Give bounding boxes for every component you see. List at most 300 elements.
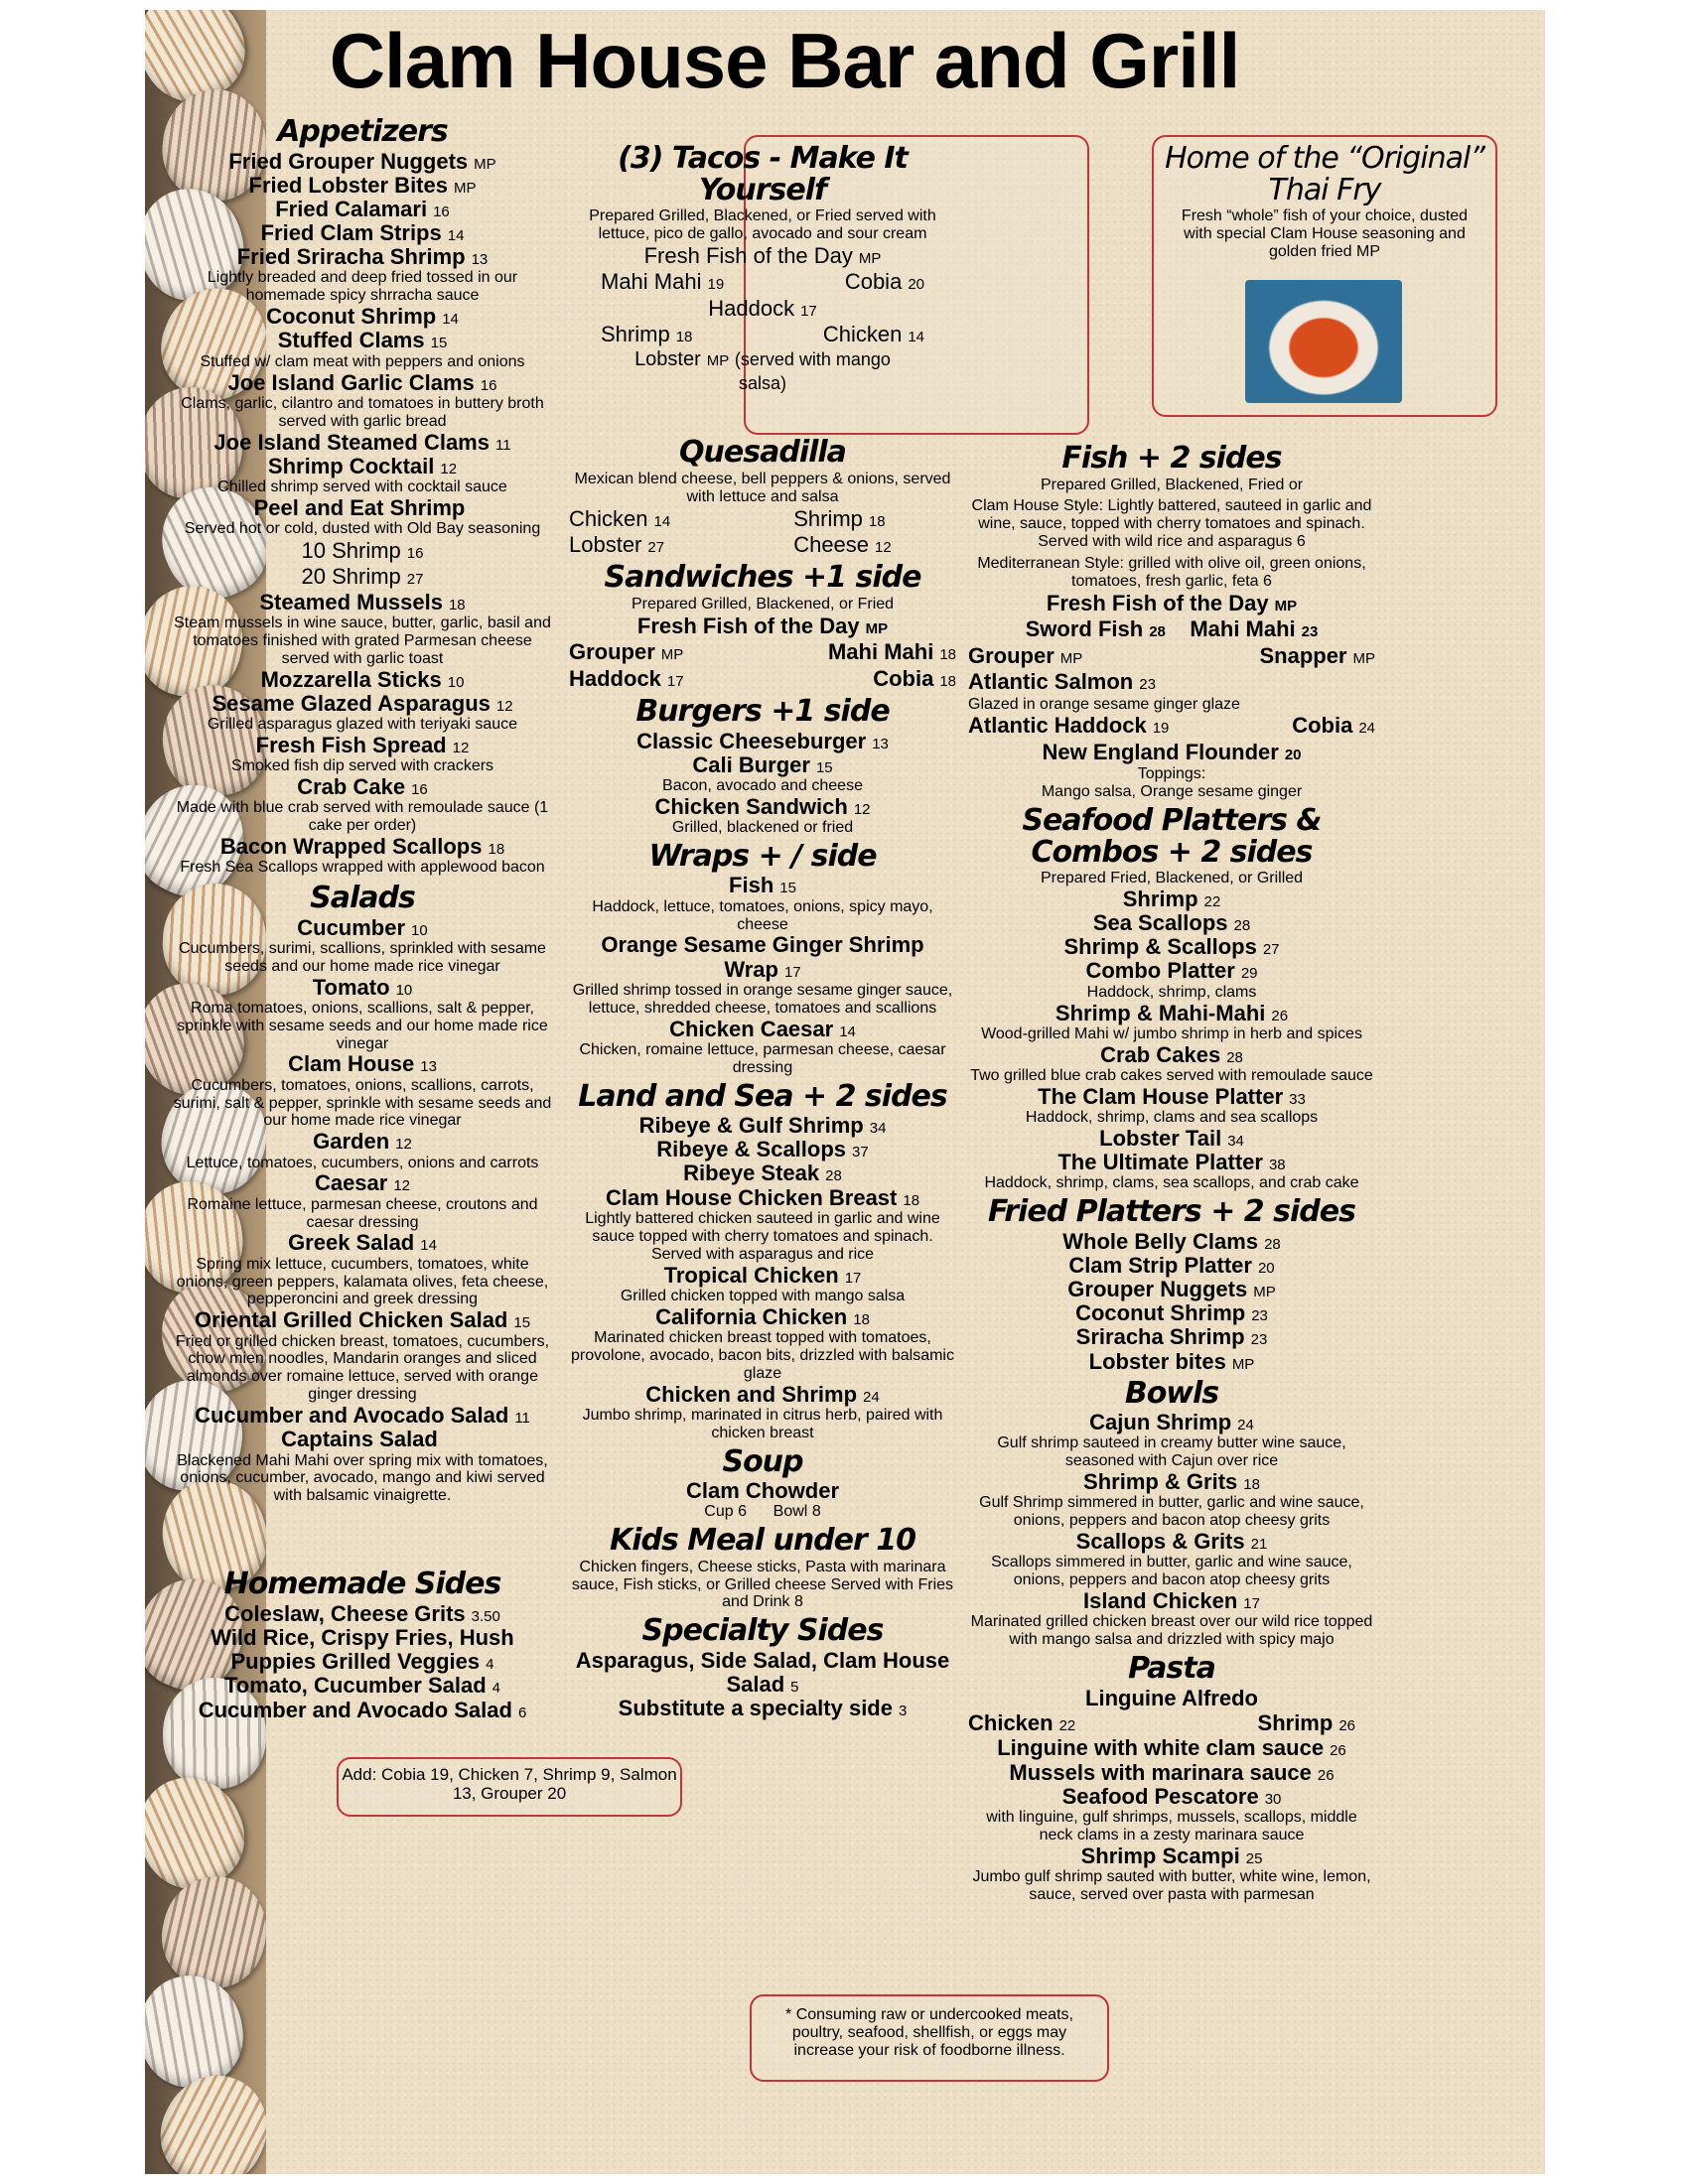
menu-item-description: with linguine, gulf shrimps, mussels, scallops, middle neck clams in a zesty marinara sauce: [986, 1808, 1357, 1843]
menu-item-name: Classic Cheeseburger: [636, 728, 867, 753]
tacos-haddock: Haddock 17: [708, 295, 817, 321]
menu-item-line: [968, 1325, 1375, 1349]
menu-item-name: Clam House Chicken Breast: [605, 1184, 898, 1210]
pasta-alfredo-options: Chicken 22 Shrimp 26: [968, 1709, 1355, 1735]
seashell-image: [152, 1866, 266, 1998]
homemade-sides-list: [169, 1602, 556, 1722]
quesadilla-row-1: Chicken 14 Shrimp 18: [569, 505, 886, 531]
menu-item-price: 23: [1251, 1307, 1268, 1325]
menu-item-description: Made with blue crab served with remoulade sauce (1 cake per order): [176, 799, 549, 835]
menu-item: [169, 668, 556, 692]
fish-haddock-cobia: Atlantic Haddock 19 Cobia 24: [968, 713, 1375, 739]
menu-item-description: Roma tomatoes, onions, scallions, salt & pepper, sprinkle with sesame seeds and our home made rice vinegar: [177, 999, 548, 1052]
menu-item-description: Served hot or cold, dusted with Old Bay seasoning: [184, 520, 541, 537]
menu-item: [968, 1411, 1375, 1470]
menu-item-name: Fish: [729, 873, 774, 898]
menu-item: [569, 1383, 956, 1442]
menu-item-line: [169, 305, 556, 329]
sandwiches-fresh-fish: Fresh Fish of the Day MP: [636, 613, 889, 638]
menu-item-price: 15: [430, 335, 448, 352]
fish-description: Prepared Grilled, Blackened, Fried or: [1040, 476, 1304, 493]
menu-item-description: Spring mix lettuce, cucumbers, tomatoes, white onions, green peppers, kalamata olives, feta cheese, pepperoncini and greek dressing: [176, 1255, 549, 1308]
menu-item-price: 33: [1289, 1090, 1306, 1108]
menu-item-price: 24: [1237, 1417, 1254, 1434]
peel-options: [169, 538, 556, 591]
menu-item-name: Linguine with white clam sauce: [997, 1735, 1325, 1761]
menu-item-description: Romaine lettuce, parmesan cheese, croutons and caesar dressing: [187, 1195, 538, 1231]
middle-column: [569, 139, 956, 1720]
menu-item: [569, 1649, 956, 1697]
menu-item: [569, 1018, 956, 1077]
menu-item: [569, 1264, 956, 1305]
menu-item-description: Stuffed w/ clam meat with peppers and onions: [200, 352, 525, 370]
menu-item-name: Lobster Tail: [1099, 1125, 1222, 1151]
menu-item-description: Grilled shrimp tossed in orange sesame ginger sauce, lettuce, shredded cheese, tomatoes and scallions: [572, 981, 953, 1017]
menu-item: [569, 753, 956, 795]
menu-item-name: Crab Cake: [297, 773, 406, 799]
menu-item-price: 15: [815, 758, 833, 776]
menu-item-name: Coleslaw, Cheese Grits: [224, 1600, 466, 1626]
peel-option-label: 10 Shrimp: [301, 537, 401, 563]
menu-item-price: 28: [1233, 917, 1251, 935]
menu-item-name: The Ultimate Platter: [1057, 1150, 1263, 1175]
menu-item-price: 14: [420, 1237, 437, 1255]
menu-item-line: [569, 1649, 956, 1697]
menu-item-description: Grilled, blackened or fried: [671, 819, 854, 837]
menu-item: [968, 1325, 1375, 1349]
menu-item-price: 25: [1245, 1849, 1263, 1867]
menu-item-price: 4: [486, 1656, 494, 1674]
menu-item-line: [569, 795, 956, 819]
menu-item-description: Wood-grilled Mahi w/ jumbo shrimp in herb and spices: [981, 1024, 1362, 1042]
menu-item-price: 17: [783, 963, 801, 981]
menu-item-price: 12: [495, 697, 513, 715]
peel-option-price: 16: [406, 544, 424, 562]
menu-item-line: [169, 1602, 556, 1626]
menu-item-description: Gulf Shrimp simmered in butter, garlic and wine sauce, onions, peppers and bacon atop cheesy grits: [979, 1494, 1364, 1530]
menu-item-price: 29: [1240, 965, 1258, 983]
menu-item-price: 18: [448, 596, 466, 614]
fish-sword-mahi: Sword Fish 28 Mahi Mahi 23: [1025, 616, 1319, 642]
menu-item: [968, 1301, 1375, 1325]
menu-item-description: Haddock, lettuce, tomatoes, onions, spicy mayo, cheese: [592, 897, 933, 933]
menu-item-name: California Chicken: [655, 1303, 848, 1329]
menu-item: [968, 1278, 1375, 1301]
fish-toppings-label: Toppings:: [1137, 765, 1206, 783]
fish-flounder: New England Flounder 20: [1042, 739, 1302, 764]
menu-item-price: 3: [898, 1703, 908, 1720]
menu-item-line: [169, 1404, 556, 1428]
menu-item-line: [169, 1231, 556, 1255]
menu-item-name: Scallops & Grits: [1075, 1529, 1245, 1555]
soup-sizes: Cup 6 Bowl 8: [704, 1503, 821, 1521]
menu-item-description: Marinated chicken breast topped with tomatoes, provolone, avocado, bacon bits, drizzled with balsamic glaze: [571, 1328, 954, 1382]
menu-item-name: Tropical Chicken: [663, 1262, 839, 1288]
menu-item: [569, 874, 956, 933]
menu-item: [968, 1785, 1375, 1844]
menu-item-description: Clams, garlic, cilantro and tomatoes in buttery broth served with garlic bread: [181, 394, 544, 430]
section-heading-burgers: Burgers +1 side: [635, 694, 890, 730]
specialty-sides-list: [569, 1649, 956, 1721]
menu-item: [169, 245, 556, 305]
menu-item-price: 38: [1268, 1157, 1286, 1174]
menu-item: [968, 1085, 1375, 1127]
menu-item-price: 12: [452, 739, 470, 756]
menu-item: [169, 1602, 556, 1626]
section-heading-soup: Soup: [722, 1443, 803, 1479]
menu-item-price: 20: [1257, 1259, 1275, 1277]
menu-item-line: [169, 976, 556, 1000]
menu-item-price: 18: [903, 1191, 920, 1209]
menu-item-name: Fried Clam Strips: [260, 220, 442, 246]
menu-item-description: Chilled shrimp served with cocktail sauce: [217, 478, 507, 495]
menu-item-description: Scallops simmered in butter, garlic and wine sauce, onions, peppers and bacon atop cheesy grits: [991, 1554, 1352, 1589]
sandwiches-description: Prepared Grilled, Blackened, or Fried: [631, 595, 895, 613]
menu-item-line: [169, 455, 556, 478]
menu-item-name: Clam Strip Platter: [1068, 1252, 1252, 1278]
menu-item-name: Crab Cakes: [1100, 1041, 1221, 1067]
left-column: [169, 112, 556, 1722]
menu-item-line: [169, 734, 556, 757]
menu-item-name: Mussels with marinara sauce: [1009, 1759, 1312, 1785]
menu-item-description: Cucumbers, tomatoes, onions, scallions, carrots, surimi, salt & pepper, sprinkle with sesame seeds and our home made rice vinegar: [173, 1076, 552, 1130]
menu-item-line: [968, 1002, 1375, 1025]
menu-item-line: [968, 911, 1375, 935]
sandwiches-row-2: Haddock 17 Cobia 18: [569, 665, 956, 691]
menu-item: [169, 221, 556, 245]
peel-option-price: 27: [406, 571, 424, 589]
menu-item: [968, 1589, 1375, 1649]
menu-item-name: Combo Platter: [1085, 958, 1235, 984]
menu-item-name: Wild Rice, Crispy Fries, Hush Puppies Grilled Veggies: [211, 1624, 514, 1675]
soup-item: Clam Chowder: [685, 1478, 840, 1504]
menu-item-price: 14: [839, 1023, 856, 1040]
menu-item-price: 28: [1226, 1048, 1243, 1066]
menu-item: [169, 835, 556, 877]
menu-item: [169, 455, 556, 496]
menu-item-line: [569, 1161, 956, 1185]
menu-item-name: Fried Grouper Nuggets: [228, 148, 469, 174]
menu-item-price: 3.50: [471, 1607, 500, 1625]
wraps-list: [569, 874, 956, 1076]
menu-item-price: MP: [1231, 1355, 1255, 1373]
menu-item-description: Chicken, romaine lettuce, parmesan cheese, caesar dressing: [579, 1040, 946, 1076]
menu-item-line: [968, 1085, 1375, 1109]
menu-item-line: [569, 1383, 956, 1407]
menu-item-price: 18: [488, 840, 505, 858]
menu-item-price: 4: [492, 1680, 500, 1698]
menu-item-name: Fried Sriracha Shrimp: [236, 244, 466, 270]
menu-item: [968, 1350, 1375, 1374]
menu-item-line: [968, 1844, 1375, 1868]
menu-item-line: [569, 933, 956, 981]
menu-item-description: Fried or grilled chicken breast, tomatoes, cucumbers, chow mien noodles, Mandarin oranges and sliced almonds over romaine lettuce, served with orange ginger dressing: [175, 1332, 550, 1404]
section-heading-tacos: (3) Tacos - Make It Yourself: [618, 141, 908, 207]
tacos-row-mahi-cobia: Mahi Mahi 19 Cobia 20: [601, 269, 924, 295]
menu-item: [968, 1530, 1375, 1589]
menu-item-name: Shrimp & Scallops: [1063, 934, 1257, 960]
menu-item: [169, 591, 556, 668]
menu-item-line: [169, 431, 556, 455]
menu-item-line: [169, 916, 556, 940]
menu-item-price: 10: [395, 981, 413, 999]
menu-item: [169, 1171, 556, 1231]
menu-item-line: [968, 959, 1375, 983]
menu-item: [968, 1002, 1375, 1043]
menu-item-line: [968, 1230, 1375, 1254]
fried-platters-list: [968, 1230, 1375, 1374]
menu-item-name: Fried Calamari: [275, 196, 428, 221]
menu-item: [169, 1699, 556, 1722]
section-heading-land-sea: Land and Sea + 2 sides: [578, 1078, 947, 1114]
menu-item-name: Clam House: [288, 1051, 415, 1077]
menu-item-name: Ribeye & Gulf Shrimp: [638, 1113, 864, 1139]
menu-item-name: Greek Salad: [288, 1230, 415, 1256]
menu-item-name: Mozzarella Sticks: [260, 666, 442, 692]
menu-item-name: Bacon Wrapped Scallops: [219, 833, 483, 859]
menu-item-name: Shrimp: [1122, 886, 1198, 911]
menu-item: [169, 1674, 556, 1698]
menu-item: [968, 1844, 1375, 1904]
menu-item-name: Lobster bites: [1088, 1348, 1226, 1374]
menu-item-name: Cucumber: [297, 914, 406, 940]
menu-item-name: Seafood Pescatore: [1061, 1783, 1259, 1809]
salad-list: [169, 916, 556, 1506]
menu-item: [569, 795, 956, 837]
menu-item-name: Coconut Shrimp: [266, 304, 437, 330]
section-heading-quesadilla: Quesadilla: [679, 435, 846, 471]
menu-item-price: 28: [1264, 1235, 1281, 1253]
menu-item-description: Blackened Mahi Mahi over spring mix with tomatoes, onions, cucumber, avocado, mango and kiwi served with balsamic vinaigrette.: [177, 1451, 548, 1505]
right-column: [968, 439, 1375, 1904]
platters-description: Prepared Fried, Blackened, or Grilled: [1040, 870, 1304, 887]
menu-item-line: [968, 935, 1375, 959]
menu-item: [169, 976, 556, 1053]
menu-item-name: Ribeye Steak: [683, 1160, 820, 1186]
pasta-list: [968, 1736, 1375, 1903]
menu-item-name: Fried Lobster Bites: [248, 172, 448, 198]
menu-item: [169, 1052, 556, 1130]
menu-item-price: 11: [514, 1410, 530, 1428]
menu-item: [169, 1130, 556, 1171]
sandwiches-row-1: Grouper MP Mahi Mahi 18: [569, 639, 956, 665]
menu-item-price: 26: [1330, 1742, 1346, 1760]
menu-item-description: Smoked fish dip served with crackers: [230, 757, 494, 775]
burgers-list: [569, 730, 956, 837]
kids-description: Chicken fingers, Cheese sticks, Pasta with marinara sauce, Fish sticks, or Grilled cheese Served with Fries and Drink 8: [571, 1558, 954, 1611]
menu-item-name: Tomato, Cucumber Salad: [224, 1673, 487, 1699]
menu-item-price: 34: [869, 1120, 887, 1138]
menu-item-name: Coconut Shrimp: [1075, 1300, 1246, 1326]
menu-item-line: [569, 1018, 956, 1041]
menu-item-price: MP: [474, 155, 496, 173]
platters-list: [968, 887, 1375, 1192]
menu-item: [569, 1186, 956, 1264]
appetizer-list-continued: [169, 591, 556, 877]
menu-item-line: [169, 329, 556, 352]
section-heading-fish: Fish + 2 sides: [1061, 441, 1282, 476]
menu-item: [169, 1231, 556, 1308]
menu-item: [169, 775, 556, 835]
peel-option: [169, 564, 556, 590]
salad-add-on-box: [337, 1757, 682, 1817]
menu-item-description: Steam mussels in wine sauce, butter, garlic, basil and tomatoes finished with grated Parmesan cheese served with garlic toast: [174, 614, 551, 667]
menu-item-name: The Clam House Platter: [1038, 1083, 1284, 1109]
menu-item-name: Shrimp & Grits: [1083, 1469, 1238, 1495]
bowls-list: [968, 1411, 1375, 1649]
menu-item-name: Sea Scallops: [1092, 910, 1228, 936]
menu-item-line: [968, 1736, 1375, 1760]
fish-salmon: Atlantic Salmon 23: [968, 669, 1156, 695]
thai-fry-description: Fresh “whole” fish of your choice, dusted with special Clam House seasoning and golden fried MP: [1181, 207, 1469, 260]
appetizer-list: [169, 150, 556, 538]
menu-item-name: Grouper Nuggets: [1067, 1277, 1248, 1301]
menu-item-price: 5: [790, 1679, 799, 1697]
menu-item-line: [968, 1043, 1375, 1067]
menu-item-name: Shrimp Cocktail: [267, 453, 435, 478]
menu-item-name: Ribeye & Scallops: [656, 1137, 847, 1162]
menu-item: [968, 1043, 1375, 1085]
menu-item-price: 17: [844, 1269, 862, 1287]
menu-item: [169, 916, 556, 976]
menu-item-name: Cajun Shrimp: [1089, 1410, 1232, 1435]
menu-item-line: [169, 1308, 556, 1332]
menu-item: [569, 1697, 956, 1720]
menu-item-price: 21: [1250, 1536, 1268, 1554]
menu-item-description: Haddock, shrimp, clams: [1086, 983, 1257, 1001]
menu-item-line: [169, 496, 556, 520]
menu-item-name: Shrimp & Mahi-Mahi: [1055, 1000, 1266, 1025]
menu-item-line: [169, 150, 556, 174]
menu-item-price: 30: [1264, 1790, 1282, 1808]
menu-item-description: Jumbo shrimp, marinated in citrus herb, paired with chicken breast: [582, 1406, 943, 1441]
menu-item-price: 6: [517, 1704, 527, 1721]
menu-item-price: 22: [1203, 892, 1221, 910]
menu-item-price: 37: [852, 1144, 869, 1161]
menu-item-name: Orange Sesame Ginger Shrimp Wrap: [601, 932, 924, 982]
menu-item-line: [968, 1761, 1375, 1785]
menu-item-description: Lettuce, tomatoes, cucumbers, onions and carrots: [186, 1154, 539, 1171]
menu-item-line: [169, 835, 556, 859]
menu-item-description: Grilled asparagus glazed with teriyaki sauce: [207, 715, 518, 733]
section-heading-salads: Salads: [310, 881, 415, 916]
menu-item-line: [968, 1301, 1375, 1325]
menu-item-price: 18: [853, 1310, 870, 1328]
menu-item-line: [569, 730, 956, 753]
menu-item-line: [169, 1428, 556, 1451]
menu-item: [169, 431, 556, 455]
menu-item-name: Caesar: [314, 1170, 388, 1196]
menu-item-line: [968, 887, 1375, 911]
section-heading-bowls: Bowls: [1124, 1375, 1219, 1411]
section-heading-homemade-sides: Homemade Sides: [223, 1567, 501, 1602]
menu-item-description: Bacon, avocado and cheese: [662, 776, 863, 794]
menu-item-line: [169, 198, 556, 221]
menu-item-line: [169, 1674, 556, 1698]
menu-item: [968, 1254, 1375, 1278]
menu-item: [968, 1230, 1375, 1254]
menu-item-line: [169, 221, 556, 245]
menu-item-line: [968, 1127, 1375, 1151]
menu-item-price: 27: [1262, 941, 1280, 959]
menu-item: [968, 1127, 1375, 1151]
menu-item-line: [569, 1305, 956, 1329]
menu-item-price: 10: [447, 673, 465, 691]
menu-item-line: [169, 692, 556, 716]
menu-item-price: 24: [863, 1388, 880, 1406]
section-heading-appetizers: Appetizers: [277, 114, 448, 149]
menu-item-description: Haddock, shrimp, clams, sea scallops, and crab cake: [984, 1174, 1359, 1192]
menu-item-price: 15: [779, 880, 796, 897]
menu-item-line: [968, 1254, 1375, 1278]
menu-item: [169, 734, 556, 775]
menu-item-line: [169, 775, 556, 799]
menu-item-price: 11: [494, 436, 511, 454]
tacos-fresh-fish: Fresh Fish of the Day MP: [643, 242, 882, 268]
menu-item-line: [569, 753, 956, 777]
menu-item-name: Asparagus, Side Salad, Clam House Salad: [575, 1647, 950, 1698]
menu-item-name: Captains Salad: [281, 1427, 438, 1452]
seashell-image: [145, 1968, 251, 2095]
fish-salmon-desc: Glazed in orange sesame ginger glaze: [968, 695, 1240, 713]
menu-item-name: Tomato: [312, 974, 390, 1000]
menu-item-name: Fresh Fish Spread: [255, 732, 447, 757]
menu-item-line: [169, 591, 556, 614]
menu-item: [968, 1151, 1375, 1192]
menu-item-price: 23: [1250, 1331, 1268, 1349]
menu-item: [169, 305, 556, 329]
menu-item-line: [968, 1350, 1375, 1374]
menu-item-description: Two grilled blue crab cakes served with remoulade sauce: [970, 1066, 1373, 1084]
land-sea-list: [569, 1114, 956, 1441]
menu-item: [169, 198, 556, 221]
menu-item: [968, 959, 1375, 1001]
peel-option-label: 20 Shrimp: [301, 564, 401, 590]
menu-item: [569, 730, 956, 753]
menu-item-line: [569, 1264, 956, 1288]
menu-item-description: Gulf shrimp sauteed in creamy butter wine sauce, seasoned with Cajun over rice: [997, 1434, 1346, 1470]
menu-item-price: 34: [1227, 1132, 1244, 1150]
menu-item-price: 10: [411, 921, 428, 939]
menu-item: [169, 150, 556, 174]
menu-item-name: Steamed Mussels: [259, 589, 443, 614]
menu-item: [968, 1470, 1375, 1530]
menu-item-line: [569, 1186, 956, 1210]
thai-fry-box: [1152, 135, 1497, 417]
menu-item: [169, 329, 556, 370]
menu-item-price: 28: [825, 1167, 842, 1185]
fish-fresh: Fresh Fish of the Day MP: [1046, 590, 1298, 615]
menu-item: [169, 1404, 556, 1428]
menu-item-description: Cucumbers, surimi, scallions, sprinkled with sesame seeds and our home made rice vinegar: [179, 939, 546, 975]
menu-item-price: 12: [853, 800, 871, 818]
menu-item-name: Substitute a specialty side: [618, 1696, 893, 1721]
menu-item: [169, 174, 556, 198]
section-heading-wraps: Wraps + / side: [648, 838, 877, 874]
menu-item-line: [169, 174, 556, 198]
menu-item: [569, 1161, 956, 1185]
menu-item-price: 13: [420, 1058, 437, 1076]
tacos-row-shrimp-chicken: Shrimp 18 Chicken 14: [601, 321, 924, 346]
menu-item-line: [569, 1697, 956, 1720]
menu-item: [169, 1428, 556, 1505]
menu-item: [968, 935, 1375, 959]
menu-item-line: [968, 1411, 1375, 1434]
peel-option: [169, 538, 556, 564]
menu-item-line: [968, 1470, 1375, 1494]
menu-item: [169, 1308, 556, 1404]
menu-item: [569, 1138, 956, 1161]
